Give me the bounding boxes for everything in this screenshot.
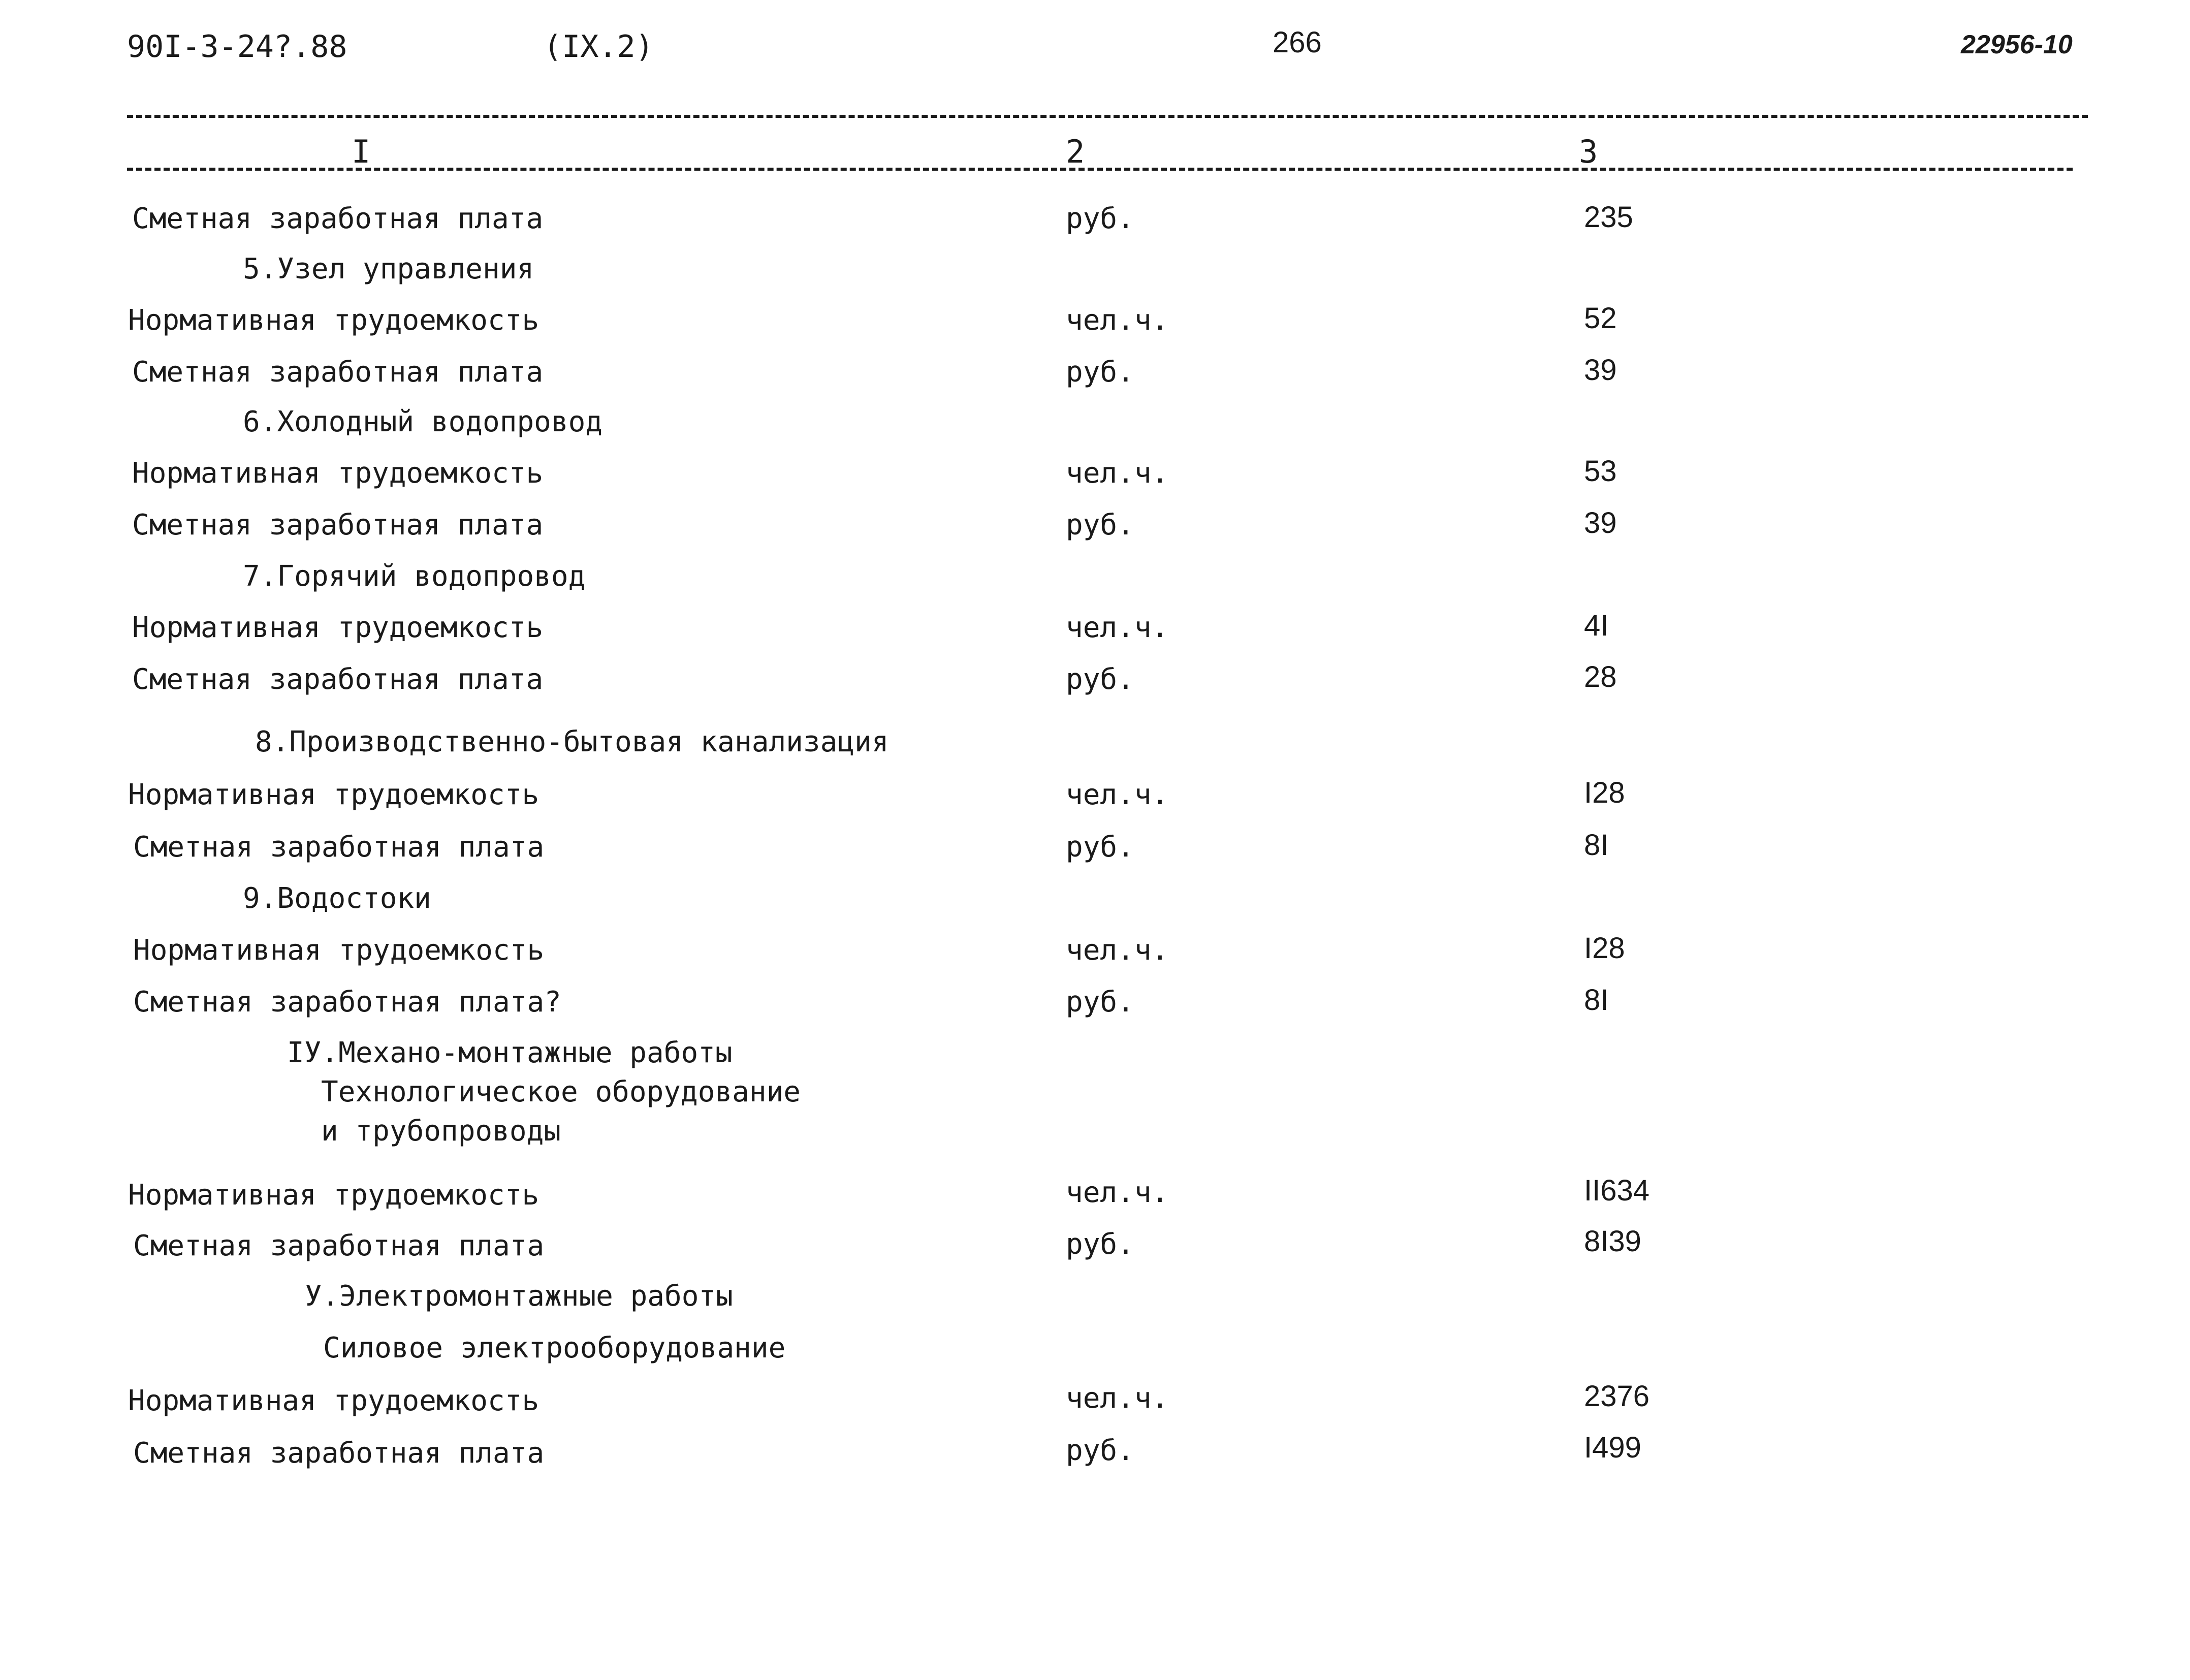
row-value: 8I [1584,984,1609,1017]
section-heading: IУ.Механо-монтажные работы [287,1036,733,1069]
sheet-id: 22956-10 [1961,30,2073,59]
row-value: 28 [1584,660,1617,693]
row-label: Нормативная трудоемкость [128,1384,539,1417]
row-unit: руб. [1066,1228,1134,1261]
section-ref: (IX.2) [544,29,654,65]
row-value: 53 [1584,455,1617,488]
row-value: 235 [1584,201,1633,234]
row-label: Сметная заработная плата [132,663,544,696]
row-label: Сметная заработная плата [133,831,545,864]
table-header-rule [127,168,2073,171]
row-unit: чел.ч. [1066,934,1169,967]
row-value: I28 [1584,932,1625,965]
row-unit: руб. [1066,509,1134,542]
row-value: 4I [1584,609,1609,642]
row-unit: руб. [1066,986,1134,1019]
row-label: Нормативная трудоемкость [133,934,545,967]
section-heading-line: и трубопроводы [321,1115,561,1148]
row-value: 2376 [1584,1380,1650,1413]
row-unit: чел.ч. [1066,457,1169,490]
table-top-rule [127,115,2088,118]
row-unit: чел.ч. [1066,1382,1169,1415]
row-value: II634 [1584,1174,1649,1207]
row-unit: руб. [1066,202,1134,235]
column-header-3: 3 [1579,133,1598,170]
row-label: Нормативная трудоемкость [128,1179,539,1212]
section-heading: 8.Производственно-бытовая канализация [255,725,889,758]
section-heading: Силовое электрооборудование [323,1332,786,1365]
row-unit: чел.ч. [1066,778,1169,811]
row-value: 8I39 [1584,1225,1641,1258]
row-label: Нормативная трудоемкость [132,611,544,644]
row-label: Сметная заработная плата [132,509,544,542]
row-unit: чел.ч. [1066,304,1169,337]
row-label: Нормативная трудоемкость [128,304,539,337]
row-unit: руб. [1066,663,1134,696]
row-value: I499 [1584,1431,1641,1464]
row-value: 8I [1584,829,1609,862]
row-value: 52 [1584,302,1617,335]
section-heading: 5.Узел управления [243,252,534,286]
section-heading-line: Технологическое оборудование [321,1075,801,1108]
row-unit: руб. [1066,831,1134,864]
column-header-1: I [352,133,371,170]
page-number: 266 [1273,26,1322,59]
row-label: Сметная заработная плата [132,202,544,235]
row-label: Сметная заработная плата? [133,986,561,1019]
section-heading: У.Электромонтажные работы [305,1280,733,1313]
row-unit: руб. [1066,1434,1134,1467]
row-value: 39 [1584,506,1617,540]
row-label: Нормативная трудоемкость [132,457,544,490]
row-label: Сметная заработная плата [132,356,544,389]
row-unit: руб. [1066,356,1134,389]
row-label: Сметная заработная плата [133,1437,545,1470]
row-unit: чел.ч. [1066,611,1169,644]
section-heading: 6.Холодный водопровод [243,405,603,438]
row-value: 39 [1584,354,1617,387]
row-label: Нормативная трудоемкость [128,778,539,811]
section-heading: 7.Горячий водопровод [243,560,586,593]
row-unit: чел.ч. [1066,1176,1169,1209]
row-value: I28 [1584,776,1625,809]
column-header-2: 2 [1066,133,1085,170]
section-heading: 9.Водостоки [243,882,431,915]
doc-code: 90I-3-24?.88 [127,29,347,65]
row-label: Сметная заработная плата [133,1229,545,1262]
